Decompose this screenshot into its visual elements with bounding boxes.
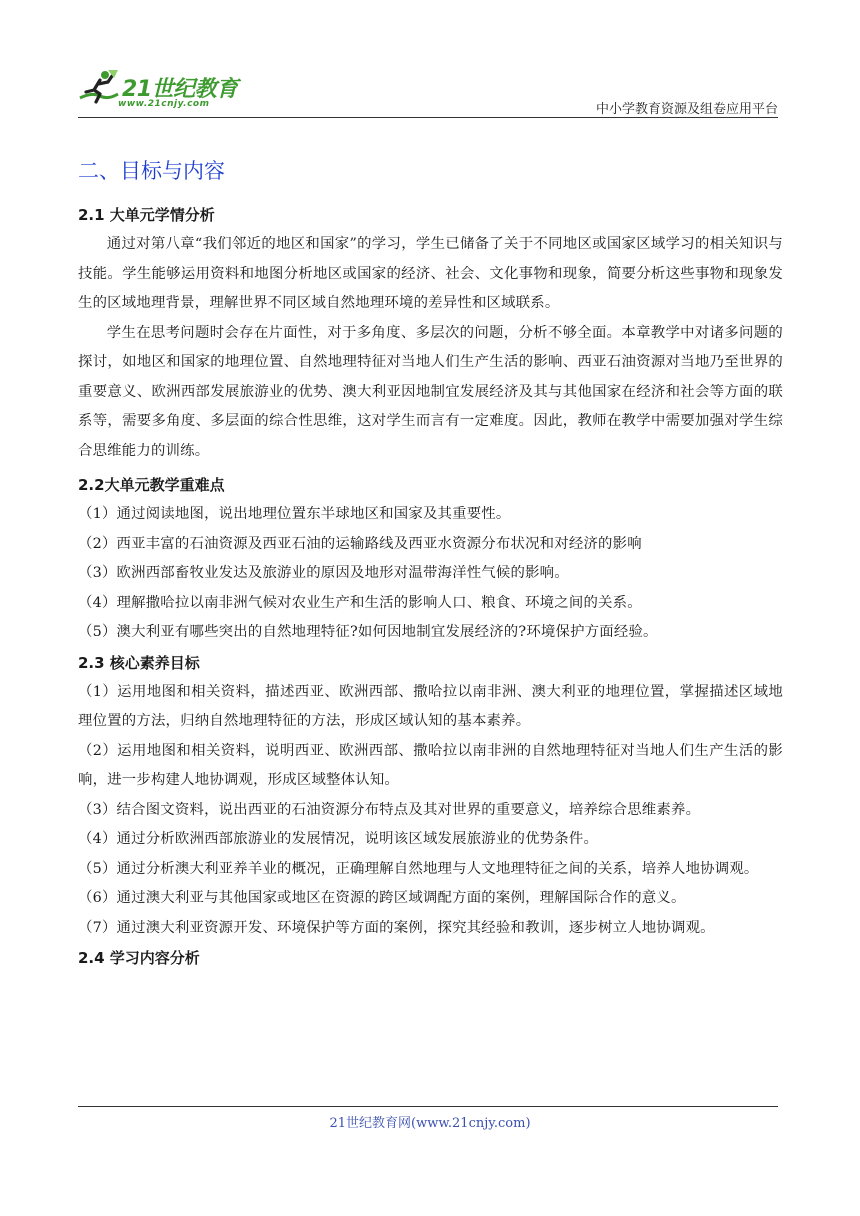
paragraph: 通过对第八章“我们邻近的地区和国家”的学习，学生已储备了关于不同地区或国家区域学习的相关知识与技能。学生能够运用资料和地图分析地区或国家的经济、社会、文化事物和现象，简要分析这些事物和现象发生的区域地理背景，理解世界不同区域自然地理环境的差异性和区域联系。	[78, 236, 783, 311]
page-header	[78, 60, 778, 118]
heading-2-1: 2.1 大单元学情分析	[78, 206, 215, 224]
list-item: （5）澳大利亚有哪些突出的自然地理特征?如何因地制宜发展经济的?环境保护方面经验。	[78, 624, 658, 640]
platform-text: 中小学教育资源及组卷应用平台	[595, 102, 778, 117]
footer-divider	[78, 1106, 778, 1107]
list-item: （5）通过分析澳大利亚养羊业的概况，正确理解自然地理与人文地理特征之间的关系，培养人地协调观。	[78, 860, 759, 877]
list-item: （4）理解撒哈拉以南非洲气候对农业生产和生活的影响人口、粮食、环境之间的关系。	[78, 594, 642, 611]
logo	[78, 68, 258, 112]
list-item: （2）运用地图和相关资料，说明西亚、欧洲西部、撒哈拉以南非洲的自然地理特征对当地人们生产生活的影响，进一步构建人地协调观，形成区域整体认知。	[78, 742, 783, 788]
document-body	[78, 150, 783, 973]
heading-2-3: 2.3 核心素养目标	[78, 653, 200, 672]
footer-text[interactable]: 21世纪教育网(www.21cnjy.com)	[329, 1116, 531, 1131]
section-title: 二、目标与内容	[78, 159, 225, 183]
heading-2-4: 2.4 学习内容分析	[78, 949, 200, 967]
heading-2-2: 2.2大单元教学重难点	[78, 476, 225, 494]
list-item: （3）结合图文资料，说出西亚的石油资源分布特点及其对世界的重要意义，培养综合思维素养。	[78, 801, 701, 818]
paragraph: 学生在思考问题时会存在片面性，对于多角度、多层次的问题，分析不够全面。本章教学中对诸多问题的探讨，如地区和国家的地理位置、自然地理特征对当地人们生产生活的影响、西亚石油资源对当地乃至世界的重要意义、欧洲西部发展旅游业的优势、澳大利亚因地制宜发展经济及其与其他国家在经济和社会等方面的联系等，需要多角度、多层面的综合性思维，这对学生而言有一定难度。因此，教师在教学中需要加强对学生综合思维能力的训练。	[78, 324, 783, 459]
list-item: （6）通过澳大利亚与其他国家或地区在资源的跨区域调配方面的案例，理解国际合作的意义。	[78, 890, 686, 906]
list-item: （3）欧洲西部畜牧业发达及旅游业的原因及地形对温带海洋性气候的影响。	[78, 565, 569, 581]
logo-text: 21世纪教育	[122, 77, 238, 102]
list-item: （1）通过阅读地图，说出地理位置东半球地区和国家及其重要性。	[78, 506, 511, 522]
header-divider	[78, 117, 778, 118]
list-item: （7）通过澳大利亚资源开发、环境保护等方面的案例，探究其经验和教训，逐步树立人地协调观。	[78, 919, 715, 936]
list-item: （1）运用地图和相关资料，描述西亚、欧洲西部、撒哈拉以南非洲、澳大利亚的地理位置，掌握描述区域地理位置的方法，归纳自然地理特征的方法，形成区域认知的基本素养。	[78, 683, 783, 729]
list-item: （4）通过分析欧洲西部旅游业的发展情况，说明该区域发展旅游业的优势条件。	[78, 831, 599, 847]
runner-icon	[78, 68, 122, 110]
list-item: （2）西亚丰富的石油资源及西亚石油的运输路线及西亚水资源分布状况和对经济的影响	[78, 535, 642, 552]
logo-url: www.21cnjy.com	[118, 99, 210, 109]
